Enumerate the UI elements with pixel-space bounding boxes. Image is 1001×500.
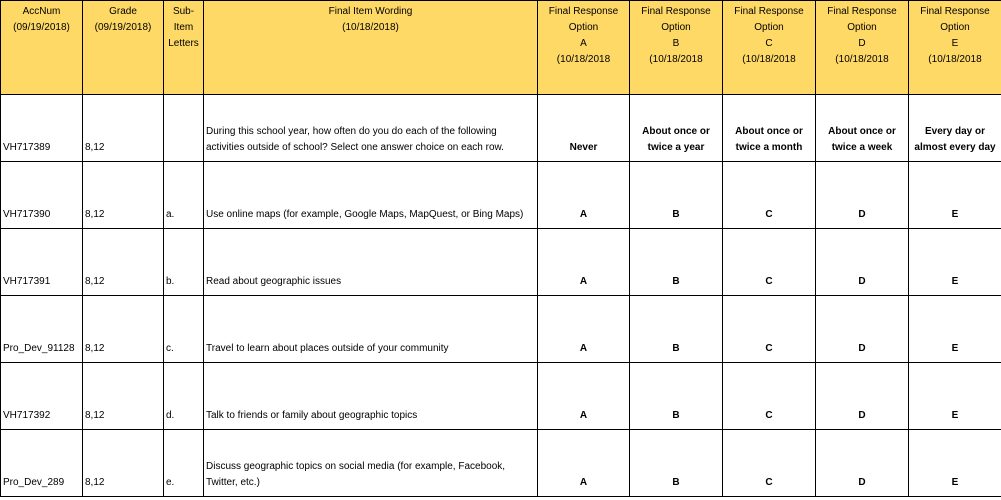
table-row	[1, 229, 1001, 296]
cell-option-c[interactable]: C	[723, 162, 816, 229]
header-subitem[interactable]: Sub- Item Letters	[164, 1, 204, 95]
cell-option-d[interactable]: D	[816, 162, 909, 229]
header-row	[1, 1, 1001, 95]
cell-wording[interactable]: Travel to learn about places outside of your community	[204, 296, 538, 363]
cell-grade[interactable]: 8,12	[83, 296, 164, 363]
header-accnum[interactable]: AccNum (09/19/2018)	[1, 1, 83, 95]
cell-accnum[interactable]: Pro_Dev_91128	[1, 296, 83, 363]
header-option-d[interactable]: Final Response Option D (10/18/2018	[816, 1, 909, 95]
cell-accnum[interactable]: VH717389	[1, 95, 83, 162]
cell-grade[interactable]: 8,12	[83, 430, 164, 497]
cell-option-b[interactable]: B	[630, 363, 723, 430]
cell-option-c[interactable]: C	[723, 229, 816, 296]
cell-subitem[interactable]: e.	[164, 430, 204, 497]
cell-option-c[interactable]: C	[723, 430, 816, 497]
table-row	[1, 296, 1001, 363]
cell-accnum[interactable]: VH717391	[1, 229, 83, 296]
cell-option-d[interactable]: D	[816, 430, 909, 497]
header-option-c[interactable]: Final Response Option C (10/18/2018	[723, 1, 816, 95]
cell-wording[interactable]: Discuss geographic topics on social media (for example, Facebook, Twitter, etc.)	[204, 430, 538, 497]
cell-option-e[interactable]: E	[909, 162, 1001, 229]
cell-option-b[interactable]: About once or twice a year	[630, 95, 723, 162]
cell-option-b[interactable]: B	[630, 296, 723, 363]
table-row	[1, 95, 1001, 162]
cell-subitem[interactable]: d.	[164, 363, 204, 430]
cell-grade[interactable]: 8,12	[83, 162, 164, 229]
cell-grade[interactable]: 8,12	[83, 95, 164, 162]
cell-subitem[interactable]: a.	[164, 162, 204, 229]
header-option-b[interactable]: Final Response Option B (10/18/2018	[630, 1, 723, 95]
cell-accnum[interactable]: VH717392	[1, 363, 83, 430]
cell-option-a[interactable]: A	[538, 229, 630, 296]
cell-wording[interactable]: During this school year, how often do you do each of the following activities outside of school? Select one answer choice on each row.	[204, 95, 538, 162]
cell-option-a[interactable]: A	[538, 363, 630, 430]
cell-option-d[interactable]: About once or twice a week	[816, 95, 909, 162]
cell-wording[interactable]: Talk to friends or family about geographic topics	[204, 363, 538, 430]
cell-option-c[interactable]: C	[723, 363, 816, 430]
header-wording[interactable]: Final Item Wording (10/18/2018)	[204, 1, 538, 95]
cell-option-e[interactable]: Every day or almost every day	[909, 95, 1001, 162]
cell-option-b[interactable]: B	[630, 430, 723, 497]
cell-option-c[interactable]: About once or twice a month	[723, 95, 816, 162]
cell-option-b[interactable]: B	[630, 162, 723, 229]
table-row	[1, 363, 1001, 430]
cell-option-d[interactable]: D	[816, 363, 909, 430]
cell-option-a[interactable]: A	[538, 162, 630, 229]
cell-option-a[interactable]: A	[538, 430, 630, 497]
cell-wording[interactable]: Read about geographic issues	[204, 229, 538, 296]
header-grade[interactable]: Grade (09/19/2018)	[83, 1, 164, 95]
cell-option-e[interactable]: E	[909, 296, 1001, 363]
cell-option-a[interactable]: Never	[538, 95, 630, 162]
cell-option-e[interactable]: E	[909, 430, 1001, 497]
cell-accnum[interactable]: VH717390	[1, 162, 83, 229]
cell-option-a[interactable]: A	[538, 296, 630, 363]
cell-option-d[interactable]: D	[816, 296, 909, 363]
header-option-e[interactable]: Final Response Option E (10/18/2018	[909, 1, 1001, 95]
cell-subitem[interactable]: c.	[164, 296, 204, 363]
table-row	[1, 430, 1001, 497]
table-row	[1, 162, 1001, 229]
cell-grade[interactable]: 8,12	[83, 363, 164, 430]
cell-option-b[interactable]: B	[630, 229, 723, 296]
cell-option-e[interactable]: E	[909, 363, 1001, 430]
cell-wording[interactable]: Use online maps (for example, Google Maps, MapQuest, or Bing Maps)	[204, 162, 538, 229]
header-option-a[interactable]: Final Response Option A (10/18/2018	[538, 1, 630, 95]
cell-accnum[interactable]: Pro_Dev_289	[1, 430, 83, 497]
cell-option-e[interactable]: E	[909, 229, 1001, 296]
cell-option-c[interactable]: C	[723, 296, 816, 363]
cell-option-d[interactable]: D	[816, 229, 909, 296]
cell-subitem[interactable]	[164, 95, 204, 162]
cell-subitem[interactable]: b.	[164, 229, 204, 296]
cell-grade[interactable]: 8,12	[83, 229, 164, 296]
